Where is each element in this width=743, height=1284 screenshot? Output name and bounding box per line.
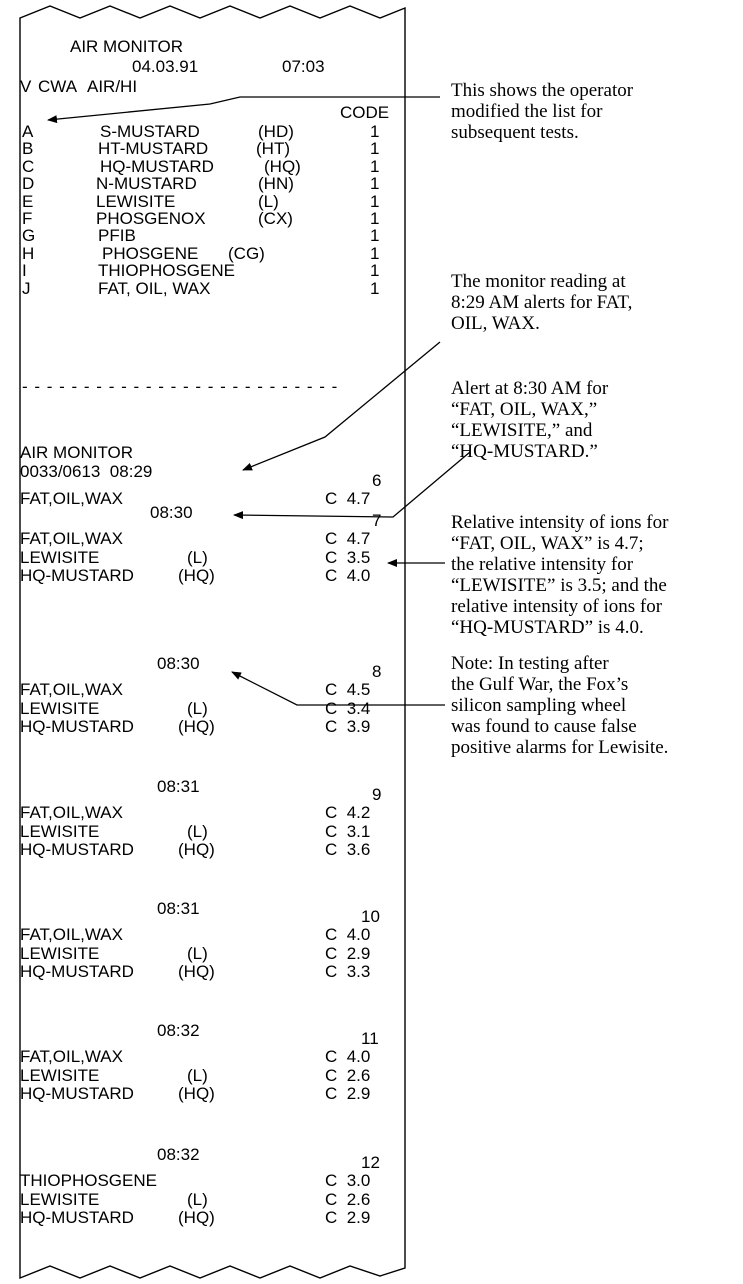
monitor-first-entry-name: FAT,OIL,WAX bbox=[20, 489, 123, 508]
reading-entry-abbr: (L) bbox=[187, 1189, 208, 1209]
annotation-line: OIL, WAX. bbox=[451, 313, 540, 334]
reading-entry-name: HQ-MUSTARD bbox=[20, 1084, 134, 1103]
reading-entry-value: C 2.9 bbox=[325, 943, 371, 963]
agent-letter: D bbox=[22, 174, 35, 194]
monitor-first-entry-value: C 4.7 bbox=[325, 489, 371, 508]
reading-time: 08:30 bbox=[150, 503, 193, 522]
intensity-note bbox=[451, 512, 668, 638]
reading-count: 7 bbox=[372, 511, 382, 530]
reading-entry-abbr: (HQ) bbox=[178, 1208, 215, 1227]
agent-name: N-MUSTARD bbox=[96, 174, 197, 194]
agent-name: PHOSGENOX bbox=[96, 209, 206, 228]
reading-entry-abbr: (L) bbox=[187, 1065, 208, 1085]
agent-letter: B bbox=[22, 139, 34, 159]
agent-name: HQ-MUSTARD bbox=[100, 156, 214, 176]
reading-entry-abbr: (HQ) bbox=[178, 840, 215, 859]
reading-entry-value: C 3.0 bbox=[325, 1171, 371, 1190]
reading-entry-abbr: (HQ) bbox=[178, 962, 215, 981]
agent-abbr: (CX) bbox=[258, 209, 293, 228]
agent-name: LEWISITE bbox=[96, 191, 176, 211]
reading-entry-value: C 3.3 bbox=[325, 962, 371, 981]
reading-entry-value: C 3.5 bbox=[325, 547, 371, 567]
agent-abbr: (HN) bbox=[258, 174, 294, 194]
reading-entry-value: C 2.6 bbox=[325, 1065, 371, 1085]
reading-entry-name: LEWISITE bbox=[20, 821, 100, 841]
reading-entry-value: C 4.7 bbox=[325, 529, 371, 548]
annotation-line: the Gulf War, the Fox’s bbox=[451, 674, 629, 695]
reading-time: 08:31 bbox=[157, 777, 200, 796]
reading-entry-abbr: (HQ) bbox=[178, 1084, 215, 1103]
annotation-line: positive alarms for Lewisite. bbox=[451, 737, 669, 758]
header-mode-v: V bbox=[20, 77, 32, 96]
reading-count: 9 bbox=[372, 785, 382, 804]
reading-entry-abbr: (L) bbox=[187, 821, 208, 841]
agent-code: 1 bbox=[370, 139, 380, 159]
reading-entry-value: C 2.9 bbox=[325, 1208, 371, 1227]
header-date: 04.03.91 bbox=[132, 57, 199, 76]
agent-abbr: (HT) bbox=[256, 139, 290, 159]
reading-entry-name: LEWISITE bbox=[20, 1189, 100, 1209]
operator-note bbox=[451, 80, 633, 143]
reading-entry-name: THIOPHOSGENE bbox=[20, 1171, 157, 1190]
agent-name: FAT, OIL, WAX bbox=[98, 278, 211, 298]
reading-entry-name: LEWISITE bbox=[20, 943, 100, 963]
reading-count: 12 bbox=[361, 1153, 380, 1172]
reading-time: 08:32 bbox=[157, 1145, 200, 1164]
agent-code: 1 bbox=[370, 278, 380, 298]
reading-829-note bbox=[451, 271, 632, 334]
reading-entry-name: HQ-MUSTARD bbox=[20, 1208, 134, 1227]
header-title: AIR MONITOR bbox=[70, 37, 184, 56]
dashed-separator: - - - - - - - - - - - - - - - - - - - - - - - - - - bbox=[22, 377, 339, 396]
agent-code: 1 bbox=[370, 243, 380, 263]
agent-abbr: (L) bbox=[258, 191, 279, 211]
annotation-line: subsequent tests. bbox=[451, 122, 579, 143]
agent-name: PHOSGENE bbox=[102, 243, 199, 263]
header-time: 07:03 bbox=[282, 57, 325, 76]
agent-code: 1 bbox=[370, 122, 380, 141]
reading-time: 08:31 bbox=[157, 899, 200, 918]
reading-time: 08:30 bbox=[157, 654, 200, 673]
reading-entry-value: C 4.0 bbox=[325, 925, 371, 944]
reading-entry-name: FAT,OIL,WAX bbox=[20, 529, 123, 548]
reading-entry-value: C 2.6 bbox=[325, 1189, 371, 1209]
annotation-line: “FAT, OIL, WAX” is 4.7; bbox=[451, 533, 644, 554]
agent-code: 1 bbox=[370, 191, 380, 211]
reading-entry-value: C 3.9 bbox=[325, 717, 371, 736]
agent-code: 1 bbox=[370, 261, 380, 281]
reading-entry-name: FAT,OIL,WAX bbox=[20, 680, 123, 699]
agent-abbr: (HD) bbox=[258, 122, 294, 141]
agent-letter: H bbox=[22, 243, 35, 263]
reading-entry-abbr: (L) bbox=[187, 547, 208, 567]
agent-name: S-MUSTARD bbox=[100, 122, 200, 141]
annotation-line: The monitor reading at bbox=[451, 271, 626, 292]
reading-count: 11 bbox=[361, 1029, 379, 1048]
reading-entry-value: C 4.5 bbox=[325, 680, 371, 699]
reading-entry-name: HQ-MUSTARD bbox=[20, 840, 134, 859]
agent-letter: E bbox=[22, 191, 34, 211]
reading-entry-abbr: (HQ) bbox=[178, 717, 215, 736]
agent-letter: A bbox=[22, 122, 34, 141]
annotation-line: the relative intensity for bbox=[451, 554, 634, 575]
annotation-line: Relative intensity of ions for bbox=[451, 512, 669, 533]
monitor-title: AIR MONITOR bbox=[20, 443, 134, 462]
gulf-war-note bbox=[451, 653, 668, 758]
reading-entry-value: C 4.0 bbox=[325, 566, 371, 585]
agent-code: 1 bbox=[370, 209, 380, 228]
annotation-line: “LEWISITE,” and bbox=[451, 420, 593, 441]
annotation-line: was found to cause false bbox=[451, 716, 637, 737]
agent-name: PFIB bbox=[98, 226, 136, 246]
annotation-line: 8:29 AM alerts for FAT, bbox=[451, 292, 633, 313]
annotation-line: “LEWISITE” is 3.5; and the bbox=[451, 575, 667, 596]
reading-entry-value: C 3.4 bbox=[325, 698, 371, 718]
monitor-first-count: 6 bbox=[372, 471, 382, 490]
reading-entry-name: HQ-MUSTARD bbox=[20, 717, 134, 736]
reading-entry-name: LEWISITE bbox=[20, 1065, 100, 1085]
alert-830-note bbox=[451, 378, 608, 462]
annotation-line: silicon sampling wheel bbox=[451, 695, 627, 716]
annotation-line: Alert at 8:30 AM for bbox=[451, 378, 609, 399]
annotation-line: modified the list for bbox=[451, 101, 603, 122]
monitor-id-line: 0033/0613 08:29 bbox=[20, 462, 153, 481]
reading-count: 8 bbox=[372, 662, 382, 681]
agent-letter: G bbox=[22, 226, 36, 246]
agent-code: 1 bbox=[370, 226, 380, 246]
code-column-label: CODE bbox=[340, 103, 390, 122]
header-mode-cwa: CWA bbox=[38, 77, 78, 96]
reading-entry-name: HQ-MUSTARD bbox=[20, 962, 134, 981]
agent-letter: J bbox=[22, 278, 31, 298]
reading-entry-value: C 3.6 bbox=[325, 840, 371, 859]
annotation-line: “HQ-MUSTARD” is 4.0. bbox=[451, 617, 644, 638]
reading-entry-abbr: (L) bbox=[187, 943, 208, 963]
reading-entry-value: C 3.1 bbox=[325, 821, 371, 841]
agent-letter: I bbox=[22, 261, 27, 281]
agent-name: HT-MUSTARD bbox=[98, 139, 209, 159]
annotation-line: Note: In testing after bbox=[451, 653, 609, 674]
annotation-line: “FAT, OIL, WAX,” bbox=[451, 399, 598, 420]
agent-code: 1 bbox=[370, 174, 380, 194]
agent-abbr: (HQ) bbox=[264, 156, 301, 176]
agent-name: THIOPHOSGENE bbox=[98, 261, 235, 281]
reading-entry-name: FAT,OIL,WAX bbox=[20, 925, 123, 944]
reading-entry-name: HQ-MUSTARD bbox=[20, 566, 134, 585]
agent-letter: C bbox=[22, 156, 35, 176]
reading-time: 08:32 bbox=[157, 1021, 200, 1040]
reading-entry-name: LEWISITE bbox=[20, 547, 100, 567]
header-mode-air: AIR/HI bbox=[87, 77, 138, 96]
annotation-line: relative intensity of ions for bbox=[451, 596, 663, 617]
reading-829-arrow bbox=[243, 342, 440, 470]
agent-code: 1 bbox=[370, 156, 380, 176]
agent-abbr: (CG) bbox=[228, 243, 265, 263]
reading-entry-name: FAT,OIL,WAX bbox=[20, 803, 123, 822]
annotation-line: “HQ-MUSTARD.” bbox=[451, 441, 598, 462]
reading-entry-name: FAT,OIL,WAX bbox=[20, 1047, 123, 1066]
reading-entry-abbr: (L) bbox=[187, 698, 208, 718]
agent-letter: F bbox=[22, 209, 33, 228]
reading-entry-name: LEWISITE bbox=[20, 698, 100, 718]
annotation-line: This shows the operator bbox=[451, 80, 634, 101]
reading-entry-value: C 2.9 bbox=[325, 1084, 371, 1103]
reading-count: 10 bbox=[361, 907, 380, 926]
reading-entry-value: C 4.2 bbox=[325, 803, 371, 822]
reading-entry-abbr: (HQ) bbox=[178, 566, 215, 585]
reading-entry-value: C 4.0 bbox=[325, 1047, 371, 1066]
